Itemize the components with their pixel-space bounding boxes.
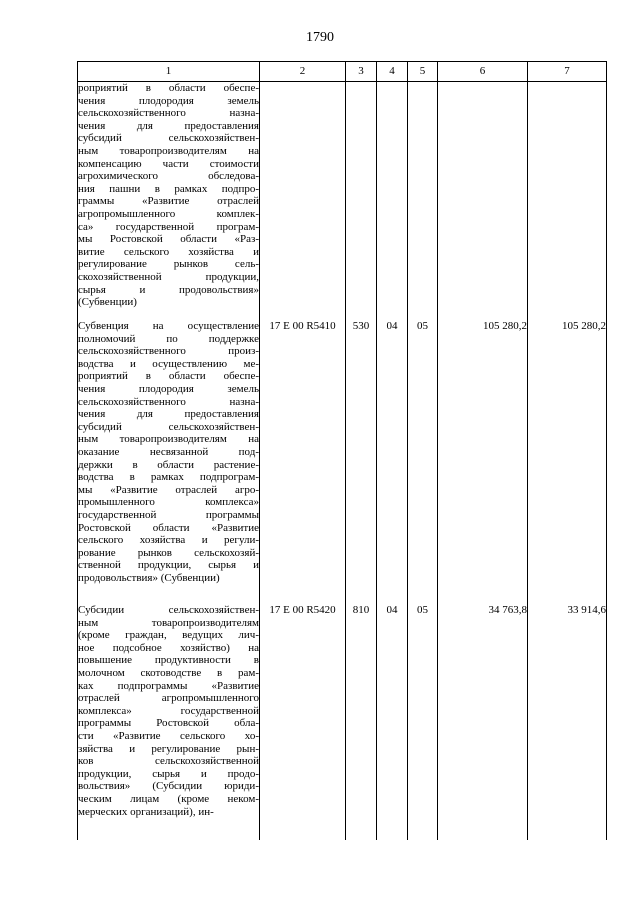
row-col-3 [346, 82, 377, 315]
description-line: граммы «Развитие отраслей [78, 195, 259, 208]
description-line: ния пашни в рамках подпро- [78, 182, 259, 195]
description-line: сырья и продовольствия» [78, 283, 259, 296]
description-line: чения плодородия земель [78, 382, 259, 395]
description-line: сельскохозяйственного произ- [78, 345, 259, 358]
description-line: мы Ростовской области «Раз- [78, 233, 259, 246]
description-line: (кроме граждан, ведущих лич- [78, 629, 259, 642]
description-line: чения плодородия земель [78, 94, 259, 107]
table-row [78, 82, 607, 315]
page-number: 1790 [306, 30, 334, 45]
header-col-4: 4 [377, 62, 408, 82]
row-col-7 [528, 82, 607, 315]
row-code: 17 Е 00 R5410 [260, 314, 346, 598]
description-line: водства и осуществлению ме- [78, 357, 259, 370]
description-line: ках подпрограммы «Развитие [78, 679, 259, 692]
description-line: чения для предоставления [78, 119, 259, 132]
row-col-7: 105 280,2 [528, 314, 607, 598]
description-line: мерческих организаций), ин- [78, 805, 214, 818]
header-row [78, 62, 607, 82]
description-line: ков сельскохозяйственной [78, 755, 259, 768]
row-col-5: 05 [408, 314, 438, 598]
description-line: чения для предоставления [78, 408, 259, 421]
row-col-4: 04 [377, 598, 408, 840]
description-line: ное подсобное хозяйство) на [78, 641, 259, 654]
row-col-5: 05 [408, 598, 438, 840]
description-line: субсидий сельскохозяйствен- [78, 420, 259, 433]
row-code: 17 Е 00 R5420 [260, 598, 346, 840]
description-line: сельского хозяйства и регули- [78, 534, 259, 547]
header-col-3: 3 [346, 62, 377, 82]
description-line: держки в области растение- [78, 458, 259, 471]
description-line: программы Ростовской обла- [78, 717, 259, 730]
description-line: зяйства и регулирование рын- [78, 742, 259, 755]
description-line: ственной продукции, сырья и [78, 559, 259, 572]
row-col-4 [377, 82, 408, 315]
description-line: скохозяйственной продукции, [78, 270, 259, 283]
description-line: агропромышленного комплек- [78, 207, 259, 220]
description-line: роприятий в области обеспе- [78, 82, 259, 94]
description-line: Субсидии сельскохозяйствен- [78, 604, 259, 616]
description-line: регулирование рынков сель- [78, 258, 259, 271]
description-line: сельскохозяйственного назна- [78, 395, 259, 408]
header-col-7: 7 [528, 62, 607, 82]
row-col-6: 105 280,2 [438, 314, 528, 598]
description-line: отраслей агропромышленного [78, 692, 259, 705]
table-row [78, 314, 607, 598]
description-line: ческим лицам (кроме неком- [78, 792, 259, 805]
row-description [78, 314, 260, 598]
description-line: агрохимического обследова- [78, 170, 259, 183]
description-line: ным товаропроизводителям на [78, 144, 259, 157]
description-line: сельскохозяйственного назна- [78, 107, 259, 120]
description-line: са» государственной програм- [78, 220, 259, 233]
description-line: мы «Развитие отраслей агро- [78, 483, 259, 496]
row-col-6: 34 763,8 [438, 598, 528, 840]
row-col-4: 04 [377, 314, 408, 598]
description-line: ным товаропроизводителям на [78, 433, 259, 446]
row-col-5 [408, 82, 438, 315]
description-line: витие сельского хозяйства и [78, 245, 259, 258]
header-col-5: 5 [408, 62, 438, 82]
description-line: комплекса» государственной [78, 704, 259, 717]
description-line: продукции, сырья и продо- [78, 767, 259, 780]
row-col-7: 33 914,6 [528, 598, 607, 840]
description-line: Ростовской области «Развитие [78, 521, 259, 534]
row-col-3: 530 [346, 314, 377, 598]
row-col-3: 810 [346, 598, 377, 840]
header-col-2: 2 [260, 62, 346, 82]
description-line: оказание несвязанной под- [78, 445, 259, 458]
description-line: компенсацию части стоимости [78, 157, 259, 170]
row-col-6 [438, 82, 528, 315]
description-line: рование рынков сельскохозяй- [78, 546, 259, 559]
description-line: Субвенция на осуществление [78, 320, 259, 332]
table-row [78, 598, 607, 840]
row-description [78, 82, 260, 315]
description-line: (Субвенции) [78, 296, 137, 309]
description-line: сти «Развитие сельского хо- [78, 729, 259, 742]
description-line: вольствия» (Субсидии юриди- [78, 780, 259, 793]
row-code [260, 82, 346, 315]
description-line: роприятий в области обеспе- [78, 370, 259, 383]
description-line: водства в рамках подпрограм- [78, 471, 259, 484]
description-line: молочном скотоводстве в рам- [78, 666, 259, 679]
header-col-1: 1 [78, 62, 260, 82]
description-line: промышленного комплекса» [78, 496, 259, 509]
header-col-6: 6 [438, 62, 528, 82]
description-line: повышение продуктивности в [78, 654, 259, 667]
row-description [78, 598, 260, 840]
description-line: субсидий сельскохозяйствен- [78, 132, 259, 145]
description-line: полномочий по поддержке [78, 332, 259, 345]
description-line: государственной программы [78, 508, 259, 521]
description-line: ным товаропроизводителям [78, 616, 259, 629]
budget-table [77, 61, 607, 840]
description-line: продовольствия» (Субвенции) [78, 571, 220, 584]
